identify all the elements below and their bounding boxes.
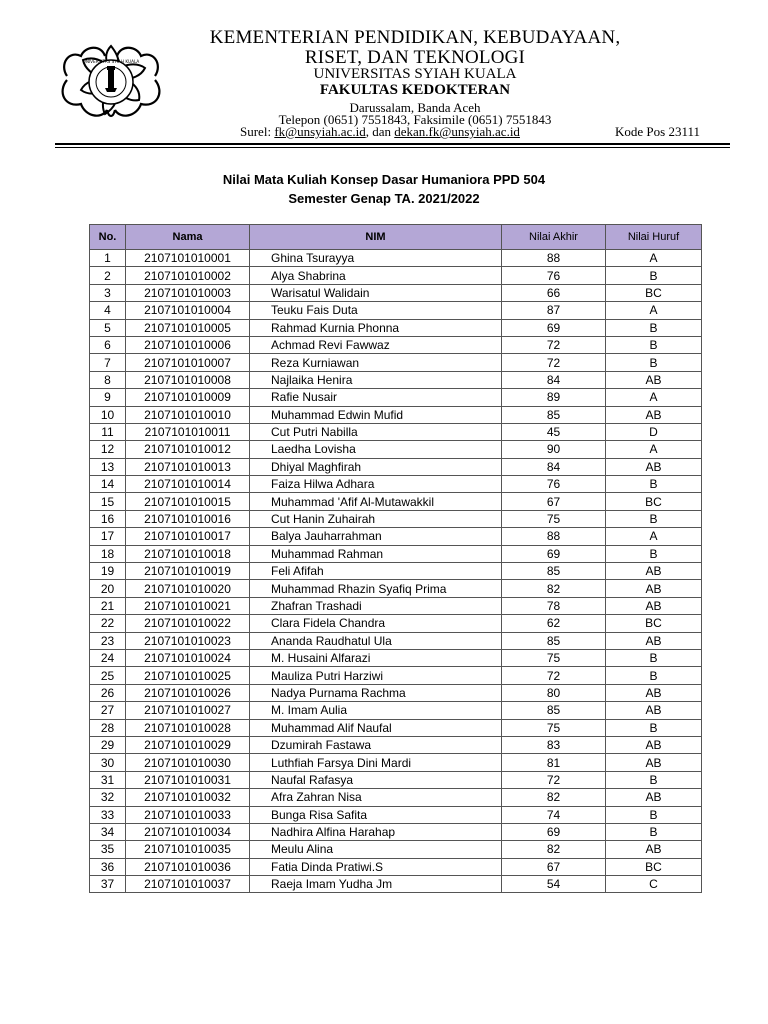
cell-nilai-akhir: 69 [502,319,606,336]
cell-nilai-huruf: B [606,806,702,823]
cell-nilai-akhir: 83 [502,736,606,753]
cell-nilai-huruf: B [606,667,702,684]
cell-nim: Dhiyal Maghfirah [250,458,502,475]
cell-nim: Muhammad Edwin Mufid [250,406,502,423]
cell-no: 31 [90,771,126,788]
header-nama: Nama [126,225,250,250]
table-row [90,458,702,475]
cell-nama: 2107101010034 [126,823,250,840]
email-prefix: Surel: [240,124,275,139]
cell-no: 34 [90,823,126,840]
cell-no: 23 [90,632,126,649]
table-row [90,354,702,371]
cell-nim: Nadhira Alfina Harahap [250,823,502,840]
cell-no: 1 [90,250,126,267]
table-row [90,649,702,666]
cell-nama: 2107101010025 [126,667,250,684]
cell-nama: 2107101010007 [126,354,250,371]
cell-nama: 2107101010011 [126,423,250,440]
cell-no: 12 [90,441,126,458]
cell-no: 36 [90,858,126,875]
table-row [90,441,702,458]
cell-nama: 2107101010006 [126,336,250,353]
cell-nim: Cut Putri Nabilla [250,423,502,440]
cell-nama: 2107101010010 [126,406,250,423]
cell-nim: Laedha Lovisha [250,441,502,458]
table-row [90,302,702,319]
cell-no: 27 [90,702,126,719]
table-row [90,284,702,301]
table-row [90,563,702,580]
cell-nilai-huruf: A [606,302,702,319]
table-row [90,789,702,806]
table-row [90,823,702,840]
cell-no: 11 [90,423,126,440]
cell-nama: 2107101010031 [126,771,250,788]
cell-nilai-huruf: BC [606,615,702,632]
cell-nama: 2107101010017 [126,528,250,545]
cell-nama: 2107101010002 [126,267,250,284]
cell-nilai-huruf: C [606,876,702,893]
cell-nilai-huruf: B [606,823,702,840]
cell-nim: Najlaika Henira [250,371,502,388]
cell-nilai-akhir: 67 [502,493,606,510]
cell-nama: 2107101010008 [126,371,250,388]
cell-nim: Achmad Revi Fawwaz [250,336,502,353]
document-subtitle: Semester Genap TA. 2021/2022 [288,191,480,206]
cell-nilai-huruf: B [606,267,702,284]
cell-nilai-akhir: 72 [502,354,606,371]
cell-nilai-huruf: BC [606,284,702,301]
cell-nilai-akhir: 72 [502,771,606,788]
cell-nilai-akhir: 54 [502,876,606,893]
table-row [90,597,702,614]
cell-nilai-huruf: AB [606,702,702,719]
cell-nilai-huruf: B [606,510,702,527]
table-row [90,250,702,267]
cell-no: 26 [90,684,126,701]
table-row [90,580,702,597]
cell-nim: Raeja Imam Yudha Jm [250,876,502,893]
cell-nim: Feli Afifah [250,563,502,580]
cell-nilai-huruf: B [606,319,702,336]
address: Darussalam, Banda Aceh [349,100,481,115]
cell-nilai-akhir: 89 [502,389,606,406]
cell-no: 2 [90,267,126,284]
cell-nim: Naufal Rafasya [250,771,502,788]
cell-nama: 2107101010019 [126,563,250,580]
cell-nim: Rahmad Kurnia Phonna [250,319,502,336]
faculty-name: FAKULTAS KEDOKTERAN [319,82,511,98]
cell-no: 32 [90,789,126,806]
cell-nilai-huruf: B [606,649,702,666]
cell-no: 5 [90,319,126,336]
cell-nim: Zhafran Trashadi [250,597,502,614]
cell-nama: 2107101010014 [126,476,250,493]
cell-no: 28 [90,719,126,736]
table-body [90,250,702,893]
cell-nilai-akhir: 76 [502,267,606,284]
cell-nilai-huruf: AB [606,458,702,475]
cell-nama: 2107101010005 [126,319,250,336]
cell-nama: 2107101010015 [126,493,250,510]
cell-no: 4 [90,302,126,319]
cell-nama: 2107101010021 [126,597,250,614]
cell-nilai-huruf: D [606,423,702,440]
cell-nilai-akhir: 75 [502,510,606,527]
cell-nim: Mauliza Putri Harziwi [250,667,502,684]
header-no: No. [90,225,126,250]
cell-nilai-akhir: 85 [502,632,606,649]
cell-nilai-akhir: 75 [502,649,606,666]
cell-nilai-huruf: AB [606,580,702,597]
cell-nilai-huruf: AB [606,736,702,753]
cell-nilai-akhir: 45 [502,423,606,440]
cell-no: 17 [90,528,126,545]
cell-nilai-akhir: 90 [502,441,606,458]
table-row [90,423,702,440]
table-row [90,684,702,701]
cell-nama: 2107101010027 [126,702,250,719]
email-link-faculty[interactable]: fk@unsyiah.ac.id [274,124,366,139]
cell-nilai-huruf: B [606,354,702,371]
table-row [90,841,702,858]
cell-no: 16 [90,510,126,527]
cell-no: 22 [90,615,126,632]
cell-nim: Muhammad Alif Naufal [250,719,502,736]
cell-nilai-akhir: 74 [502,806,606,823]
cell-nilai-akhir: 82 [502,580,606,597]
cell-nim: Warisatul Walidain [250,284,502,301]
cell-nilai-huruf: AB [606,841,702,858]
ministry-line-1: KEMENTERIAN PENDIDIKAN, KEBUDAYAAN, [209,27,621,48]
cell-no: 29 [90,736,126,753]
cell-no: 9 [90,389,126,406]
table-row [90,858,702,875]
cell-nama: 2107101010037 [126,876,250,893]
cell-nilai-huruf: B [606,545,702,562]
cell-no: 14 [90,476,126,493]
cell-nama: 2107101010020 [126,580,250,597]
table-row [90,371,702,388]
cell-nama: 2107101010028 [126,719,250,736]
cell-nilai-huruf: A [606,389,702,406]
cell-nama: 2107101010018 [126,545,250,562]
cell-no: 25 [90,667,126,684]
document-title: Nilai Mata Kuliah Konsep Dasar Humaniora PPD 504 [222,172,546,187]
table-row [90,267,702,284]
table-row [90,493,702,510]
table-header-row [90,225,702,250]
table-row [90,476,702,493]
cell-nilai-akhir: 66 [502,284,606,301]
cell-nilai-huruf: B [606,476,702,493]
table-row [90,702,702,719]
cell-no: 35 [90,841,126,858]
cell-nama: 2107101010032 [126,789,250,806]
table-row [90,736,702,753]
university-name: UNIVERSITAS SYIAH KUALA [313,66,517,82]
cell-nim: Ghina Tsurayya [250,250,502,267]
email-link-dean[interactable]: dekan.fk@unsyiah.ac.id [394,124,520,139]
cell-nama: 2107101010033 [126,806,250,823]
grades-table [89,224,702,893]
cell-nilai-huruf: B [606,336,702,353]
cell-nama: 2107101010029 [126,736,250,753]
logo-text: UNIVERSITAS SYIAH KUALA [82,59,140,64]
cell-nilai-akhir: 62 [502,615,606,632]
email-joiner: , dan [365,124,395,139]
cell-nama: 2107101010036 [126,858,250,875]
cell-nama: 2107101010022 [126,615,250,632]
cell-nilai-huruf: BC [606,493,702,510]
cell-nim: Muhammad Rhazin Syafiq Prima [250,580,502,597]
table-row [90,667,702,684]
letterhead-rule-thin [55,147,730,148]
table-row [90,719,702,736]
header-nilai-akhir: Nilai Akhir [502,225,606,250]
cell-nama: 2107101010001 [126,250,250,267]
cell-nim: Alya Shabrina [250,267,502,284]
cell-nilai-akhir: 67 [502,858,606,875]
cell-no: 20 [90,580,126,597]
cell-nim: Cut Hanin Zuhairah [250,510,502,527]
cell-nilai-akhir: 85 [502,702,606,719]
cell-nilai-akhir: 88 [502,528,606,545]
cell-no: 8 [90,371,126,388]
cell-no: 37 [90,876,126,893]
cell-nama: 2107101010016 [126,510,250,527]
cell-nama: 2107101010012 [126,441,250,458]
table-row [90,876,702,893]
cell-nama: 2107101010024 [126,649,250,666]
cell-no: 3 [90,284,126,301]
cell-nama: 2107101010009 [126,389,250,406]
cell-nim: M. Husaini Alfarazi [250,649,502,666]
cell-no: 30 [90,754,126,771]
table-row [90,528,702,545]
cell-nilai-huruf: B [606,719,702,736]
table-row [90,615,702,632]
table-row [90,754,702,771]
header-nilai-huruf: Nilai Huruf [606,225,702,250]
table-row [90,336,702,353]
table-row [90,406,702,423]
cell-nilai-akhir: 82 [502,841,606,858]
cell-nim: Afra Zahran Nisa [250,789,502,806]
cell-nilai-akhir: 80 [502,684,606,701]
cell-nama: 2107101010003 [126,284,250,301]
cell-no: 33 [90,806,126,823]
cell-nilai-akhir: 88 [502,250,606,267]
cell-nim: Clara Fidela Chandra [250,615,502,632]
cell-nilai-akhir: 85 [502,563,606,580]
cell-nim: Fatia Dinda Pratiwi.S [250,858,502,875]
cell-nilai-akhir: 85 [502,406,606,423]
cell-nim: Ananda Raudhatul Ula [250,632,502,649]
cell-no: 24 [90,649,126,666]
cell-nilai-huruf: B [606,771,702,788]
cell-no: 21 [90,597,126,614]
cell-nim: Bunga Risa Safita [250,806,502,823]
cell-no: 7 [90,354,126,371]
cell-no: 6 [90,336,126,353]
cell-nim: Faiza Hilwa Adhara [250,476,502,493]
table-row [90,319,702,336]
cell-nilai-akhir: 69 [502,823,606,840]
cell-nilai-akhir: 87 [502,302,606,319]
cell-no: 18 [90,545,126,562]
cell-nilai-huruf: A [606,441,702,458]
university-logo [55,36,167,126]
cell-nilai-akhir: 84 [502,371,606,388]
cell-nilai-akhir: 72 [502,336,606,353]
cell-no: 19 [90,563,126,580]
cell-nim: Dzumirah Fastawa [250,736,502,753]
cell-no: 13 [90,458,126,475]
cell-nama: 2107101010026 [126,684,250,701]
table-row [90,389,702,406]
cell-nim: Meulu Alina [250,841,502,858]
header-nim: NIM [250,225,502,250]
cell-nilai-huruf: AB [606,632,702,649]
cell-nilai-huruf: AB [606,789,702,806]
cell-nilai-huruf: A [606,250,702,267]
cell-nim: Nadya Purnama Rachma [250,684,502,701]
cell-nama: 2107101010035 [126,841,250,858]
cell-nim: Balya Jauharrahman [250,528,502,545]
cell-nama: 2107101010013 [126,458,250,475]
letterhead-rule-thick [55,143,730,145]
cell-nim: Rafie Nusair [250,389,502,406]
cell-nilai-huruf: AB [606,406,702,423]
cell-nilai-akhir: 78 [502,597,606,614]
cell-nama: 2107101010023 [126,632,250,649]
cell-nama: 2107101010030 [126,754,250,771]
cell-nim: Muhammad Rahman [250,545,502,562]
cell-nilai-huruf: BC [606,858,702,875]
ministry-line-2: RISET, DAN TEKNOLOGI [304,47,526,68]
cell-nilai-huruf: AB [606,597,702,614]
contact-line [240,124,720,140]
postal-code: Kode Pos 23111 [615,124,700,139]
cell-nilai-huruf: AB [606,371,702,388]
cell-nim: Muhammad 'Afif Al-Mutawakkil [250,493,502,510]
table-row [90,771,702,788]
cell-nilai-huruf: A [606,528,702,545]
table-row [90,510,702,527]
cell-nim: Reza Kurniawan [250,354,502,371]
cell-nim: Teuku Fais Duta [250,302,502,319]
cell-nilai-akhir: 81 [502,754,606,771]
table-row [90,806,702,823]
cell-nilai-huruf: AB [606,684,702,701]
cell-nilai-akhir: 69 [502,545,606,562]
cell-nilai-huruf: AB [606,563,702,580]
cell-nim: Luthfiah Farsya Dini Mardi [250,754,502,771]
cell-nilai-akhir: 84 [502,458,606,475]
cell-nilai-akhir: 76 [502,476,606,493]
cell-nama: 2107101010004 [126,302,250,319]
phone-fax: Telepon (0651) 7551843, Faksimile (0651) 7551843 [278,112,552,127]
cell-nilai-huruf: AB [606,754,702,771]
cell-nim: M. Imam Aulia [250,702,502,719]
cell-no: 10 [90,406,126,423]
table-row [90,545,702,562]
cell-nilai-akhir: 75 [502,719,606,736]
table-row [90,632,702,649]
cell-nilai-akhir: 82 [502,789,606,806]
cell-nilai-akhir: 72 [502,667,606,684]
cell-no: 15 [90,493,126,510]
